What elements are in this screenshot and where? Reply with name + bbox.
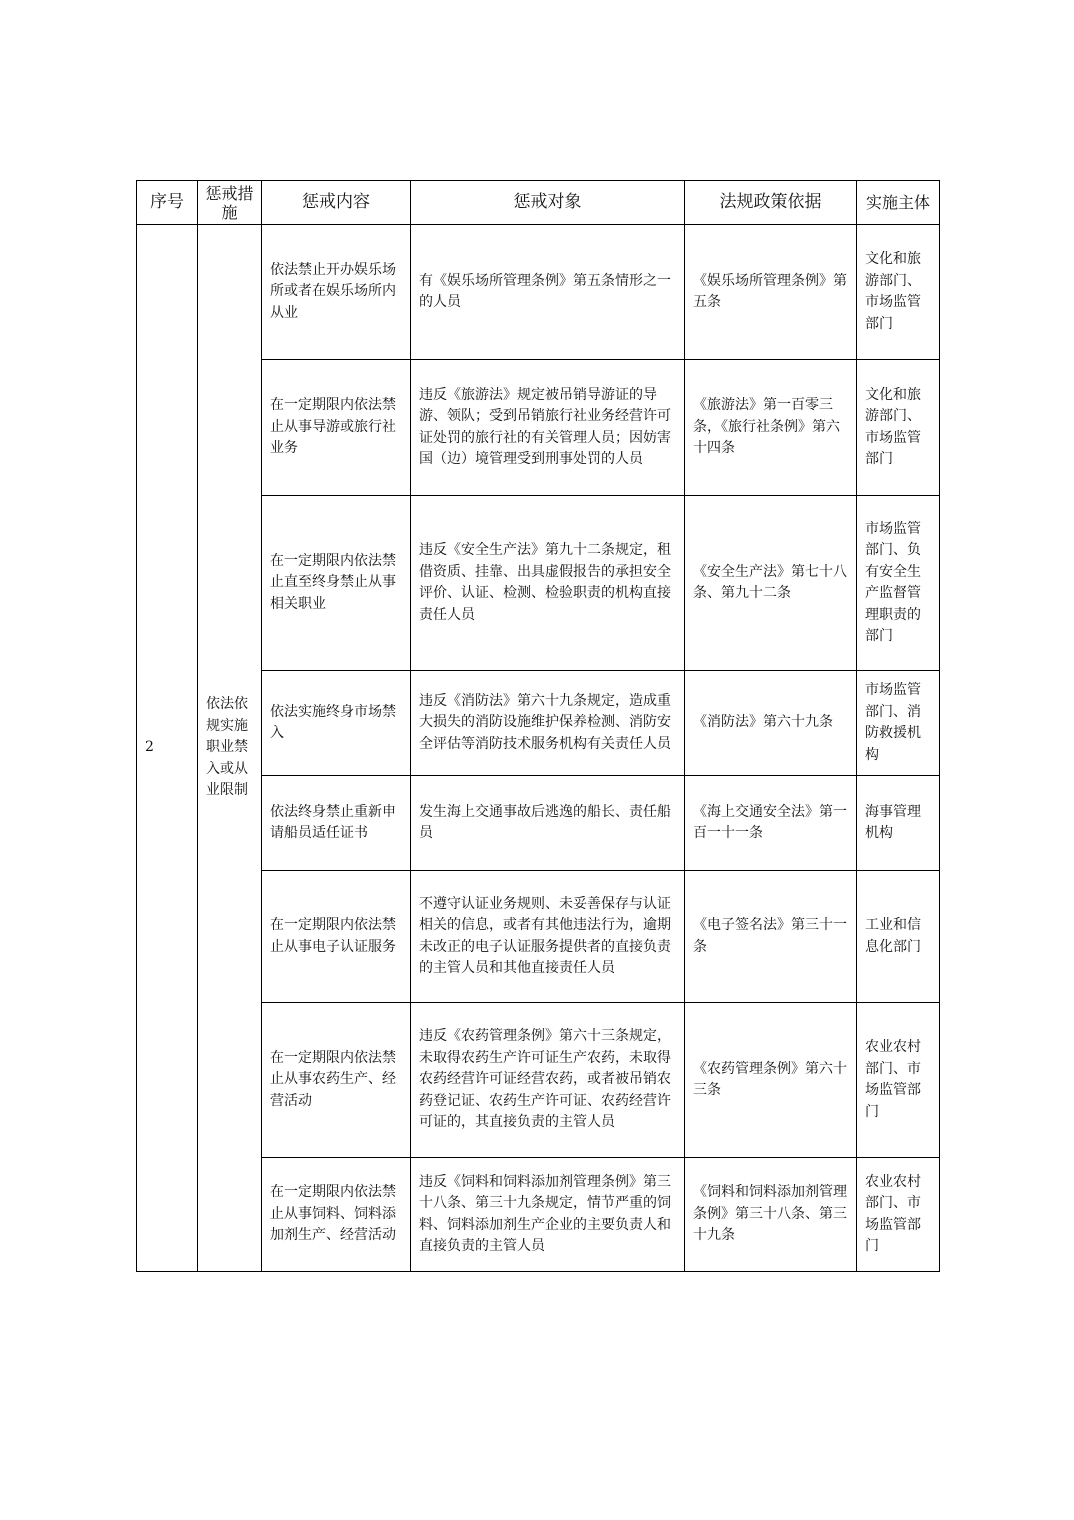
subject-cell: 违反《安全生产法》第九十二条规定，租借资质、挂靠、出具虚假报告的承担安全评价、认证、检测、检验职责的机构直接责任人员 <box>411 496 685 671</box>
content-cell: 在一定期限内依法禁止从事电子认证服务 <box>262 871 411 1003</box>
agency-cell: 市场监管部门、消防救援机构 <box>857 671 940 776</box>
header-number: 序号 <box>137 181 198 225</box>
content-cell: 在一定期限内依法禁止从事农药生产、经营活动 <box>262 1003 411 1158</box>
basis-cell: 《农药管理条例》第六十三条 <box>685 1003 857 1158</box>
subject-cell: 违反《饲料和饲料添加剂管理条例》第三十八条、第三十九条规定，情节严重的饲料、饲料添加剂生产企业的主要负责人和直接负责的主管人员 <box>411 1158 685 1272</box>
subject-cell: 不遵守认证业务规则、未妥善保存与认证相关的信息，或者有其他违法行为，逾期未改正的电子认证服务提供者的直接负责的主管人员和其他直接责任人员 <box>411 871 685 1003</box>
punishment-table <box>136 180 940 1272</box>
content-cell: 依法禁止开办娱乐场所或者在娱乐场所内从业 <box>262 225 411 360</box>
basis-cell: 《电子签名法》第三十一条 <box>685 871 857 1003</box>
basis-cell: 《旅游法》第一百零三条，《旅行社条例》第六十四条 <box>685 360 857 496</box>
content-cell: 依法终身禁止重新申请船员适任证书 <box>262 776 411 871</box>
subject-cell: 违反《旅游法》规定被吊销导游证的导游、领队；受到吊销旅行社业务经营许可证处罚的旅行社的有关管理人员；因妨害国（边）境管理受到刑事处罚的人员 <box>411 360 685 496</box>
content-cell: 在一定期限内依法禁止从事导游或旅行社业务 <box>262 360 411 496</box>
basis-cell: 《消防法》第六十九条 <box>685 671 857 776</box>
basis-cell: 《娱乐场所管理条例》第五条 <box>685 225 857 360</box>
measure-cell: 依法依规实施职业禁入或从业限制 <box>198 225 262 1272</box>
table-row <box>137 225 940 360</box>
content-cell: 依法实施终身市场禁入 <box>262 671 411 776</box>
header-basis: 法规政策依据 <box>685 181 857 225</box>
subject-cell: 违反《消防法》第六十九条规定，造成重大损失的消防设施维护保养检测、消防安全评估等消防技术服务机构有关责任人员 <box>411 671 685 776</box>
content-cell: 在一定期限内依法禁止直至终身禁止从事相关职业 <box>262 496 411 671</box>
subject-cell: 违反《农药管理条例》第六十三条规定，未取得农药生产许可证生产农药，未取得农药经营许可证经营农药，或者被吊销农药登记证、农药生产许可证、农药经营许可证的，其直接负责的主管人员 <box>411 1003 685 1158</box>
agency-cell: 文化和旅游部门、市场监管部门 <box>857 225 940 360</box>
subject-cell: 发生海上交通事故后逃逸的船长、责任船员 <box>411 776 685 871</box>
agency-cell: 市场监管部门、负有安全生产监督管理职责的部门 <box>857 496 940 671</box>
header-subject: 惩戒对象 <box>411 181 685 225</box>
basis-cell: 《饲料和饲料添加剂管理条例》第三十八条、第三十九条 <box>685 1158 857 1272</box>
table-header-row <box>137 181 940 225</box>
subject-cell: 有《娱乐场所管理条例》第五条情形之一的人员 <box>411 225 685 360</box>
row-number: 2 <box>137 225 198 1272</box>
content-cell: 在一定期限内依法禁止从事饲料、饲料添加剂生产、经营活动 <box>262 1158 411 1272</box>
basis-cell: 《安全生产法》第七十八条、第九十二条 <box>685 496 857 671</box>
agency-cell: 工业和信息化部门 <box>857 871 940 1003</box>
header-content: 惩戒内容 <box>262 181 411 225</box>
basis-cell: 《海上交通安全法》第一百一十一条 <box>685 776 857 871</box>
agency-cell: 农业农村部门、市场监管部门 <box>857 1003 940 1158</box>
header-agency: 实施主体 <box>857 181 940 225</box>
agency-cell: 海事管理机构 <box>857 776 940 871</box>
header-measure: 惩戒措施 <box>198 181 262 225</box>
agency-cell: 农业农村部门、市场监管部门 <box>857 1158 940 1272</box>
agency-cell: 文化和旅游部门、市场监管部门 <box>857 360 940 496</box>
